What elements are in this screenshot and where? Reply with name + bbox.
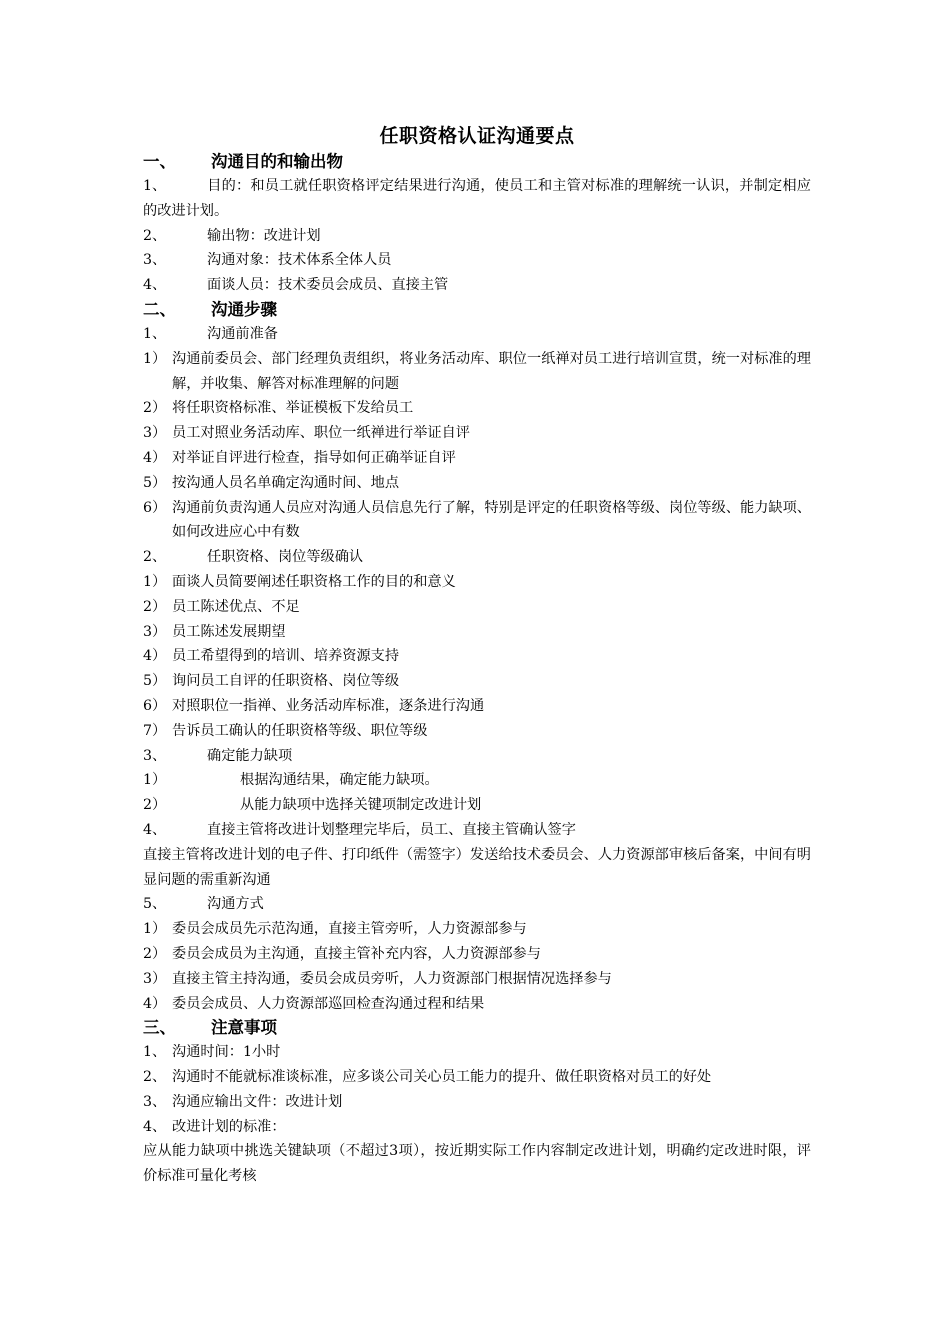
section-title: 注意事项 xyxy=(211,1018,277,1038)
list-item xyxy=(143,644,811,669)
item-text: 沟通对象：技术体系全体人员 xyxy=(207,252,392,269)
list-item xyxy=(143,1040,811,1065)
item-number: 7） xyxy=(143,722,167,739)
list-item xyxy=(143,768,811,793)
list-item xyxy=(143,992,811,1017)
list-item xyxy=(143,570,811,595)
item-number: 1） xyxy=(143,350,167,367)
item-text: 确定能力缺项 xyxy=(207,747,293,764)
item-number: 1） xyxy=(143,772,167,789)
list-item xyxy=(143,595,811,620)
item-text: 根据沟通结果，确定能力缺项。 xyxy=(240,772,439,789)
item-text: 沟通前准备 xyxy=(207,325,278,342)
list-item xyxy=(143,471,811,496)
item-number: 5） xyxy=(143,474,167,491)
paragraph xyxy=(143,248,811,273)
item-number: 3） xyxy=(143,425,167,442)
document-page xyxy=(143,122,811,1189)
item-text: 对举证自评进行检查，指导如何正确举证自评 xyxy=(172,449,456,466)
item-text: 沟通应输出文件：改进计划 xyxy=(172,1093,343,1110)
item-number: 4、 xyxy=(143,277,167,294)
item-number: 2） xyxy=(143,598,167,615)
step-heading xyxy=(143,818,811,843)
item-number: 5） xyxy=(143,673,167,690)
section-title: 沟通目的和输出物 xyxy=(211,152,343,171)
item-number: 2） xyxy=(143,945,167,962)
item-number: 4） xyxy=(143,648,167,665)
item-number: 2、 xyxy=(143,1069,167,1086)
item-number: 1、 xyxy=(143,178,167,194)
item-number: 6） xyxy=(143,499,167,516)
item-number: 4） xyxy=(143,449,167,466)
list-item xyxy=(143,1065,811,1090)
item-text: 询问员工自评的任职资格、岗位等级 xyxy=(172,673,400,690)
item-number: 1） xyxy=(143,921,167,938)
item-text: 从能力缺项中选择关键项制定改进计划 xyxy=(240,797,482,814)
item-number: 3、 xyxy=(143,252,167,269)
item-text: 沟通时不能就标准谈标准，应多谈公司关心员工能力的提升、做任职资格对员工的好处 xyxy=(172,1069,712,1086)
item-text: 改进计划的标准： xyxy=(172,1118,286,1135)
item-number: 3） xyxy=(143,623,167,640)
item-number: 3、 xyxy=(143,747,167,764)
section-title: 沟通步骤 xyxy=(211,299,277,319)
item-text: 沟通前委员会、部门经理负责组织，将业务活动库、职位一纸禅对员工进行培训宣贯，统一对标准的理解，并收集、解答对标准理解的问题 xyxy=(172,350,811,392)
list-item xyxy=(143,917,811,942)
section-number: 一、 xyxy=(143,152,176,171)
item-number: 2、 xyxy=(143,549,167,566)
section-number: 二、 xyxy=(143,299,176,319)
document-title: 任职资格认证沟通要点 xyxy=(379,125,575,147)
item-text: 告诉员工确认的任职资格等级、职位等级 xyxy=(172,722,428,739)
item-number: 4、 xyxy=(143,1118,167,1135)
list-item xyxy=(143,347,811,397)
item-number: 6） xyxy=(143,697,167,714)
list-item xyxy=(143,967,811,992)
item-number: 2） xyxy=(143,797,167,814)
paragraph xyxy=(143,273,811,298)
item-text: 委员会成员、人力资源部巡回检查沟通过程和结果 xyxy=(172,995,485,1012)
section-number: 三、 xyxy=(143,1018,176,1038)
item-number: 1） xyxy=(143,573,167,590)
list-item xyxy=(143,496,811,546)
item-text: 员工陈述发展期望 xyxy=(172,623,286,640)
section-1-heading xyxy=(143,150,811,174)
item-text: 任职资格、岗位等级确认 xyxy=(207,549,364,566)
list-item xyxy=(143,719,811,744)
paragraph: 直接主管将改进计划的电子件、打印纸件（需签字）发送给技术委员会、人力资源部审核后备案，中间有明显问题的需重新沟通 xyxy=(143,846,811,888)
paragraph: 应从能力缺项中挑选关键缺项（不超过3项），按近期实际工作内容制定改进计划，明确约定改进时限，评价标准可量化考核 xyxy=(143,1143,811,1185)
step-heading xyxy=(143,322,811,347)
step-heading xyxy=(143,892,811,917)
list-item xyxy=(143,620,811,645)
step-heading xyxy=(143,545,811,570)
item-text: 面谈人员：技术委员会成员、直接主管 xyxy=(207,277,449,294)
list-item xyxy=(143,1115,811,1140)
item-text: 员工希望得到的培训、培养资源支持 xyxy=(172,648,400,665)
step-heading xyxy=(143,744,811,769)
paragraph xyxy=(143,174,811,224)
section-2-heading xyxy=(143,298,811,322)
list-item xyxy=(143,421,811,446)
item-number: 4） xyxy=(143,995,167,1012)
item-text: 目的：和员工就任职资格评定结果进行沟通，使员工和主管对标准的理解统一认识，并制定相应的改进计划。 xyxy=(143,178,811,219)
list-item xyxy=(143,793,811,818)
item-text: 对照职位一指禅、业务活动库标准，逐条进行沟通 xyxy=(172,697,485,714)
item-number: 1、 xyxy=(143,325,167,342)
list-item xyxy=(143,669,811,694)
item-text: 按沟通人员名单确定沟通时间、地点 xyxy=(172,474,400,491)
item-number: 1、 xyxy=(143,1044,167,1061)
item-number: 4、 xyxy=(143,821,167,838)
item-text: 直接主管将改进计划整理完毕后，员工、直接主管确认签字 xyxy=(207,821,576,838)
item-text: 员工陈述优点、不足 xyxy=(172,598,300,615)
list-item xyxy=(143,942,811,967)
item-number: 3、 xyxy=(143,1093,167,1110)
item-text: 将任职资格标准、举证模板下发给员工 xyxy=(172,400,414,417)
list-item xyxy=(143,1090,811,1115)
item-number: 2、 xyxy=(143,227,167,244)
paragraph xyxy=(143,224,811,249)
section-3-heading xyxy=(143,1016,811,1040)
item-number: 3） xyxy=(143,970,167,987)
item-text: 直接主管主持沟通，委员会成员旁听，人力资源部门根据情况选择参与 xyxy=(172,970,612,987)
list-item xyxy=(143,446,811,471)
item-text: 沟通时间：1小时 xyxy=(172,1044,281,1061)
item-text: 委员会成员先示范沟通，直接主管旁听，人力资源部参与 xyxy=(172,921,527,938)
item-text: 面谈人员简要阐述任职资格工作的目的和意义 xyxy=(172,573,456,590)
item-text: 沟通前负责沟通人员应对沟通人员信息先行了解，特别是评定的任职资格等级、岗位等级、能力缺项、如何改进应心中有数 xyxy=(172,499,811,541)
list-item xyxy=(143,396,811,421)
item-number: 2） xyxy=(143,400,167,417)
item-number: 5、 xyxy=(143,896,167,913)
item-text: 沟通方式 xyxy=(207,896,264,913)
list-item xyxy=(143,694,811,719)
item-text: 员工对照业务活动库、职位一纸禅进行举证自评 xyxy=(172,425,470,442)
item-text: 输出物：改进计划 xyxy=(207,227,321,244)
item-text: 委员会成员为主沟通，直接主管补充内容，人力资源部参与 xyxy=(172,945,541,962)
